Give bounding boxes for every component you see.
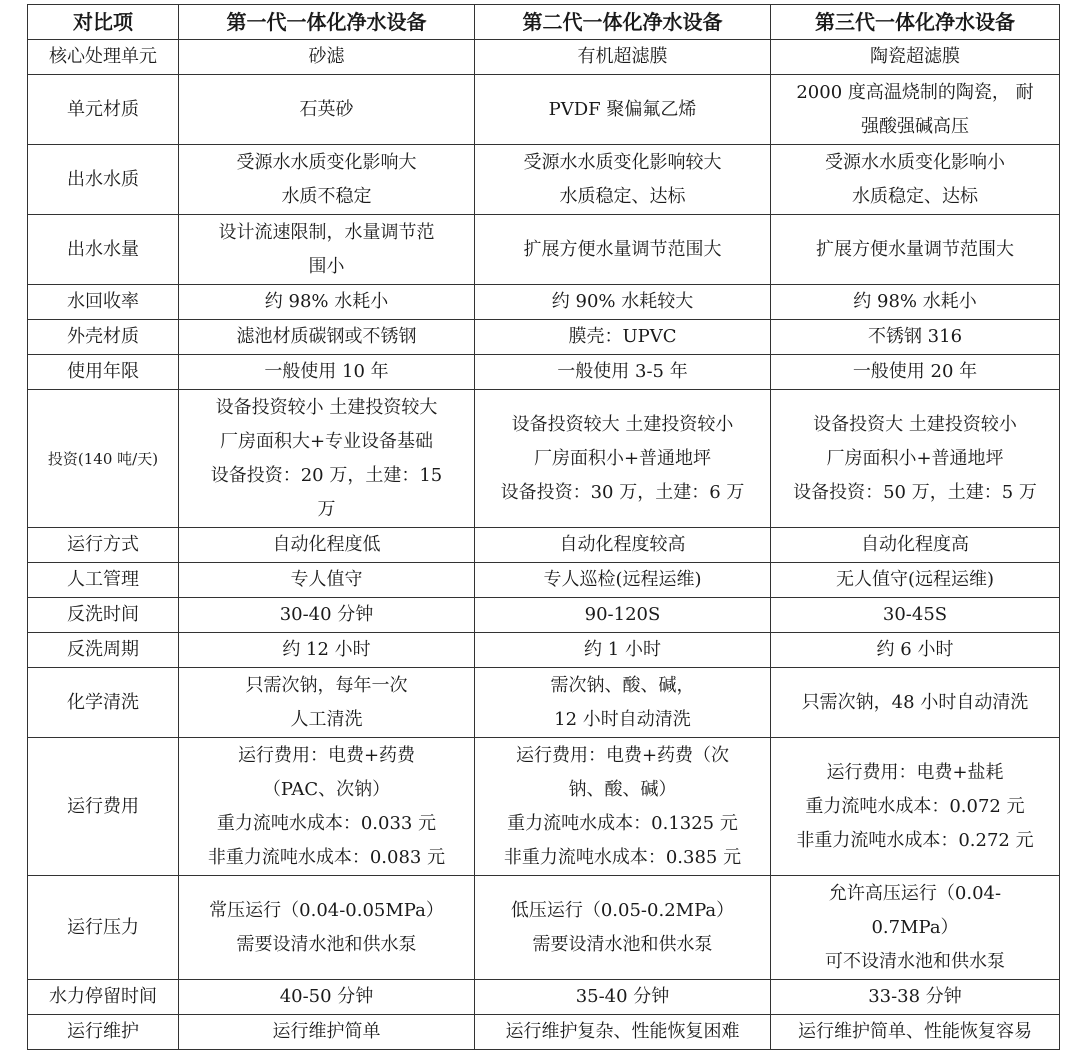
table-cell-gen3 — [771, 876, 1060, 980]
cell-text-line: 30-40 分钟 — [279, 604, 374, 625]
cell-text-line: 陶瓷超滤膜 — [870, 46, 960, 67]
cell-text-line: 人工清洗 — [290, 708, 363, 730]
cell-text-line: 水质不稳定 — [281, 185, 372, 207]
table-row — [28, 215, 1060, 285]
table-cell-gen2 — [475, 75, 771, 145]
cell-text-line: 约 1 小时 — [584, 639, 661, 660]
table-cell-gen3 — [771, 738, 1060, 876]
cell-text-line: 不锈钢 316 — [867, 326, 963, 347]
table-row — [28, 1015, 1060, 1050]
cell-text-line: 运行维护简单、性能恢复容易 — [798, 1021, 1032, 1042]
table-row — [28, 320, 1060, 355]
table-cell-gen2 — [475, 390, 771, 528]
header-row — [28, 5, 1060, 40]
table-row — [28, 633, 1060, 668]
row-header-cell: 投资(140 吨/天) — [28, 390, 179, 528]
table-cell-gen2 — [475, 563, 771, 598]
cell-text-line: 重力流吨水成本：0.033 元 — [216, 812, 437, 834]
table-cell-gen1 — [179, 40, 475, 75]
row-header-cell: 运行维护 — [28, 1015, 179, 1050]
cell-text-line: 滤池材质碳钢或不锈钢 — [236, 326, 417, 347]
table-row — [28, 355, 1060, 390]
row-header-cell: 水力停留时间 — [28, 980, 179, 1015]
cell-text-line: 只需次钠，每年一次 — [245, 674, 408, 696]
cell-text-line: PVDF 聚偏氟乙烯 — [548, 98, 697, 120]
table-row — [28, 285, 1060, 320]
cell-text-line: （PAC、次钠） — [262, 778, 391, 800]
cell-text-line: 12 小时自动清洗 — [554, 708, 691, 730]
table-cell-gen2 — [475, 285, 771, 320]
cell-text-line: 需要设清水池和供水泵 — [532, 933, 713, 955]
table-row — [28, 390, 1060, 528]
row-header-cell: 反洗时间 — [28, 598, 179, 633]
table-cell-gen3 — [771, 145, 1060, 215]
cell-text-line: 30-45S — [882, 604, 948, 625]
table-cell-gen2 — [475, 215, 771, 285]
cell-text-line: 90-120S — [584, 604, 661, 625]
table-cell-gen1 — [179, 563, 475, 598]
cell-text-line: 无人值守(远程运维) — [835, 569, 995, 590]
cell-text-line: 设计流速限制，水量调节范 — [218, 221, 435, 243]
cell-text-line: 厂房面积大+专业设备基础 — [219, 430, 434, 452]
cell-text-line: 可不设清水池和供水泵 — [825, 950, 1005, 972]
cell-text-line: 运行维护复杂、性能恢复困难 — [505, 1021, 740, 1042]
header-cell-gen2: 第二代一体化净水设备 — [475, 5, 771, 40]
table-cell-gen1 — [179, 980, 475, 1015]
cell-text-line: 约 98% 水耗小 — [853, 291, 977, 312]
cell-text-line: 设备投资较大 土建投资较小 — [511, 413, 734, 435]
table-cell-gen3 — [771, 1015, 1060, 1050]
table-row — [28, 876, 1060, 980]
cell-text-line: 砂滤 — [308, 46, 345, 67]
table-cell-gen2 — [475, 1015, 771, 1050]
table-cell-gen2 — [475, 980, 771, 1015]
table-cell-gen2 — [475, 355, 771, 390]
table-cell-gen1 — [179, 738, 475, 876]
cell-text-line: 运行维护简单 — [272, 1021, 381, 1042]
table-cell-gen3 — [771, 528, 1060, 563]
cell-text-line: 石英砂 — [299, 98, 354, 120]
cell-text-line: 需次钠、酸、碱， — [550, 674, 695, 696]
table-cell-gen1 — [179, 285, 475, 320]
row-header-cell: 单元材质 — [28, 75, 179, 145]
table-row — [28, 40, 1060, 75]
table-cell-gen1 — [179, 320, 475, 355]
table-cell-gen1 — [179, 598, 475, 633]
table-row — [28, 598, 1060, 633]
table-row — [28, 668, 1060, 738]
cell-text-line: 重力流吨水成本：0.1325 元 — [507, 812, 738, 834]
table-cell-gen1 — [179, 633, 475, 668]
table-cell-gen3 — [771, 668, 1060, 738]
cell-text-line: 钠、酸、碱） — [568, 778, 677, 800]
cell-text-line: 设备投资大 土建投资较小 — [813, 413, 1017, 435]
cell-text-line: 2000 度高温烧制的陶瓷， 耐 — [796, 81, 1034, 103]
table-cell-gen2 — [475, 40, 771, 75]
table-cell-gen3 — [771, 598, 1060, 633]
water-purifier-comparison-table — [27, 4, 1060, 1050]
cell-text-line: 围小 — [308, 255, 345, 277]
table-cell-gen2 — [475, 528, 771, 563]
cell-text-line: 一般使用 3-5 年 — [557, 361, 688, 382]
row-header-cell: 化学清洗 — [28, 668, 179, 738]
cell-text-line: 约 6 小时 — [876, 639, 954, 660]
cell-text-line: 0.7MPa） — [871, 916, 959, 938]
cell-text-line: 厂房面积小+普通地坪 — [533, 447, 712, 469]
table-row — [28, 738, 1060, 876]
table-cell-gen1 — [179, 876, 475, 980]
cell-text-line: 重力流吨水成本：0.072 元 — [805, 795, 1025, 817]
table-cell-gen3 — [771, 75, 1060, 145]
row-header-cell: 运行费用 — [28, 738, 179, 876]
cell-text-line: 运行费用：电费+盐耗 — [826, 761, 1004, 783]
cell-text-line: 运行费用：电费+药费 — [237, 744, 416, 766]
cell-text-line: 非重力流吨水成本：0.083 元 — [207, 846, 446, 868]
cell-text-line: 设备投资较小 土建投资较大 — [215, 396, 438, 418]
cell-text-line: 一般使用 20 年 — [852, 361, 978, 382]
comparison-table-container — [27, 4, 1060, 1050]
table-row — [28, 528, 1060, 563]
table-row — [28, 980, 1060, 1015]
table-cell-gen3 — [771, 980, 1060, 1015]
cell-text-line: 有机超滤膜 — [577, 46, 668, 67]
cell-text-line: 40-50 分钟 — [279, 986, 374, 1007]
cell-text-line: 水质稳定、达标 — [852, 185, 978, 207]
cell-text-line: 33-38 分钟 — [868, 986, 962, 1007]
table-cell-gen1 — [179, 355, 475, 390]
cell-text-line: 自动化程度高 — [861, 534, 969, 555]
cell-text-line: 非重力流吨水成本：0.385 元 — [503, 846, 742, 868]
cell-text-line: 约 90% 水耗较大 — [551, 291, 694, 312]
table-cell-gen2 — [475, 145, 771, 215]
cell-text-line: 厂房面积小+普通地坪 — [826, 447, 1004, 469]
row-header-cell: 运行压力 — [28, 876, 179, 980]
table-cell-gen2 — [475, 598, 771, 633]
table-cell-gen1 — [179, 1015, 475, 1050]
table-cell-gen3 — [771, 390, 1060, 528]
cell-text-line: 专人巡检(远程运维) — [543, 569, 702, 590]
table-cell-gen1 — [179, 215, 475, 285]
table-cell-gen2 — [475, 668, 771, 738]
cell-text-line: 需要设清水池和供水泵 — [236, 933, 417, 955]
row-header-cell: 水回收率 — [28, 285, 179, 320]
cell-text-line: 设备投资：30 万，土建：6 万 — [500, 481, 745, 503]
table-cell-gen2 — [475, 876, 771, 980]
cell-text-line: 万 — [317, 498, 336, 520]
cell-text-line: 非重力流吨水成本：0.272 元 — [796, 829, 1034, 851]
cell-text-line: 受源水水质变化影响小 — [825, 151, 1005, 173]
table-cell-gen3 — [771, 215, 1060, 285]
cell-text-line: 运行费用：电费+药费（次 — [515, 744, 730, 766]
table-cell-gen3 — [771, 285, 1060, 320]
cell-text-line: 约 98% 水耗小 — [264, 291, 389, 312]
table-cell-gen3 — [771, 633, 1060, 668]
cell-text-line: 受源水水质变化影响大 — [236, 151, 417, 173]
row-header-cell: 使用年限 — [28, 355, 179, 390]
cell-text-line: 强酸强碱高压 — [861, 115, 969, 137]
cell-text-line: 设备投资：50 万，土建：5 万 — [793, 481, 1037, 503]
table-cell-gen2 — [475, 320, 771, 355]
table-cell-gen2 — [475, 738, 771, 876]
table-cell-gen3 — [771, 40, 1060, 75]
cell-text-line: 受源水水质变化影响较大 — [523, 151, 722, 173]
row-header-cell: 核心处理单元 — [28, 40, 179, 75]
header-cell-gen3: 第三代一体化净水设备 — [771, 5, 1060, 40]
cell-text-line: 自动化程度低 — [272, 534, 381, 555]
cell-text-line: 专人值守 — [290, 569, 363, 590]
row-header-cell: 出水水量 — [28, 215, 179, 285]
table-cell-gen1 — [179, 145, 475, 215]
table-cell-gen3 — [771, 320, 1060, 355]
cell-text-line: 水质稳定、达标 — [559, 185, 686, 207]
cell-text-line: 只需次钠，48 小时自动清洗 — [801, 691, 1029, 713]
table-row — [28, 145, 1060, 215]
table-cell-gen3 — [771, 563, 1060, 598]
table-cell-gen3 — [771, 355, 1060, 390]
row-header-cell: 外壳材质 — [28, 320, 179, 355]
table-cell-gen2 — [475, 633, 771, 668]
cell-text-line: 一般使用 10 年 — [264, 361, 389, 382]
cell-text-line: 扩展方便水量调节范围大 — [816, 238, 1014, 260]
row-header-cell: 反洗周期 — [28, 633, 179, 668]
table-cell-gen1 — [179, 528, 475, 563]
row-header-cell: 人工管理 — [28, 563, 179, 598]
cell-text-line: 扩展方便水量调节范围大 — [523, 238, 722, 260]
cell-text-line: 允许高压运行（0.04- — [828, 882, 1002, 904]
table-row — [28, 563, 1060, 598]
table-row — [28, 75, 1060, 145]
table-cell-gen1 — [179, 390, 475, 528]
cell-text-line: 35-40 分钟 — [575, 986, 670, 1007]
cell-text-line: 膜壳：UPVC — [568, 326, 677, 347]
cell-text-line: 设备投资：20 万，土建：15 — [210, 464, 443, 486]
header-cell-gen1: 第一代一体化净水设备 — [179, 5, 475, 40]
row-header-cell: 运行方式 — [28, 528, 179, 563]
row-header-cell: 出水水质 — [28, 145, 179, 215]
table-cell-gen1 — [179, 75, 475, 145]
cell-text-line: 自动化程度较高 — [559, 534, 686, 555]
cell-text-line: 低压运行（0.05-0.2MPa） — [510, 899, 735, 921]
table-cell-gen1 — [179, 668, 475, 738]
cell-text-line: 约 12 小时 — [282, 639, 371, 660]
header-cell-item: 对比项 — [28, 5, 179, 40]
cell-text-line: 常压运行（0.04-0.05MPa） — [209, 899, 444, 921]
